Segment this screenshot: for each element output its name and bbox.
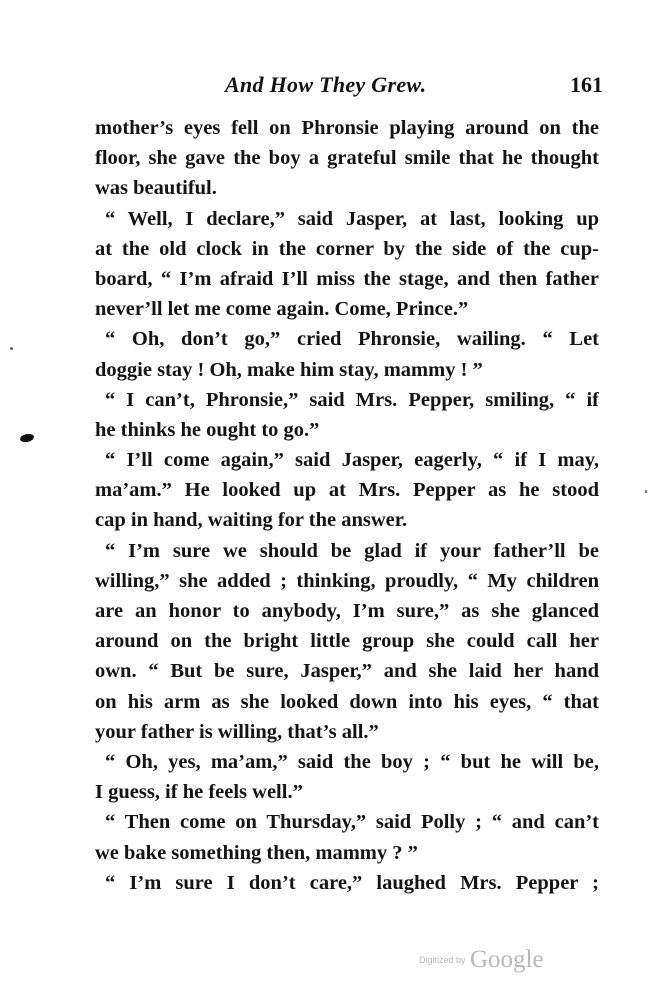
digitized-watermark: [419, 946, 544, 974]
text-line: was beautiful.: [95, 177, 217, 200]
text-line: “ Well, I declare,” said Jasper, at last, looking up: [105, 207, 599, 230]
text-line: he thinks he ought to go.”: [95, 418, 320, 441]
running-header: [225, 72, 603, 102]
text-line: at the old clock in the corner by the side of the cup-: [95, 237, 599, 260]
text-line: “ I’ll come again,” said Jasper, eagerly, “ if I may,: [105, 449, 599, 472]
text-line: own. “ But be sure, Jasper,” and she laid her hand: [95, 660, 599, 683]
text-line: “ Then come on Thursday,” said Polly ; “ and can’t: [105, 811, 599, 834]
text-line: are an honor to anybody, I’m sure,” as she glanced: [95, 600, 599, 622]
text-line: I guess, if he feels well.”: [95, 781, 303, 804]
text-line: on his arm as she looked down into his eyes, “ that: [95, 690, 599, 713]
text-line: “ I’m sure I don’t care,” laughed Mrs. Pepper ;: [105, 871, 599, 894]
text-line: ma’am.” He looked up at Mrs. Pepper as he stood: [95, 479, 599, 502]
text-line: “ I’m sure we should be glad if your father’ll be: [105, 539, 599, 562]
text-line: “ I can’t, Phronsie,” said Mrs. Pepper, smiling, “ if: [105, 388, 599, 411]
text-line: “ Oh, yes, ma’am,” said the boy ; “ but he will be,: [105, 750, 599, 773]
text-line: your father is willing, that’s all.”: [95, 720, 379, 743]
scan-speck: [645, 490, 647, 493]
running-title: And How They Grew.: [225, 72, 427, 97]
text-line: willing,” she added ; thinking, proudly, “ My children: [95, 569, 599, 592]
scan-speck: [10, 347, 13, 350]
body-text: [95, 113, 599, 898]
text-line: mother’s eyes fell on Phronsie playing around on the: [95, 117, 599, 139]
text-line: floor, she gave the boy a grateful smile that he thought: [95, 147, 599, 170]
text-line: “ Oh, don’t go,” cried Phronsie, wailing. “ Let: [105, 328, 599, 351]
text-line: board, “ I’m afraid I’ll miss the stage, and then father: [95, 267, 599, 290]
watermark-prefix: Digitized by: [419, 955, 466, 965]
text-line: around on the bright little group she could call her: [95, 630, 599, 653]
text-line: cap in hand, waiting for the answer.: [95, 509, 408, 532]
ink-blot: [19, 433, 34, 444]
text-line: never’ll let me come again. Come, Prince.”: [95, 298, 469, 321]
page-number: 161: [570, 72, 603, 97]
text-line: we bake something then, mammy ? ”: [95, 841, 418, 864]
text-line: doggie stay ! Oh, make him stay, mammy ! ”: [95, 358, 483, 381]
google-logo: Google: [469, 946, 544, 973]
